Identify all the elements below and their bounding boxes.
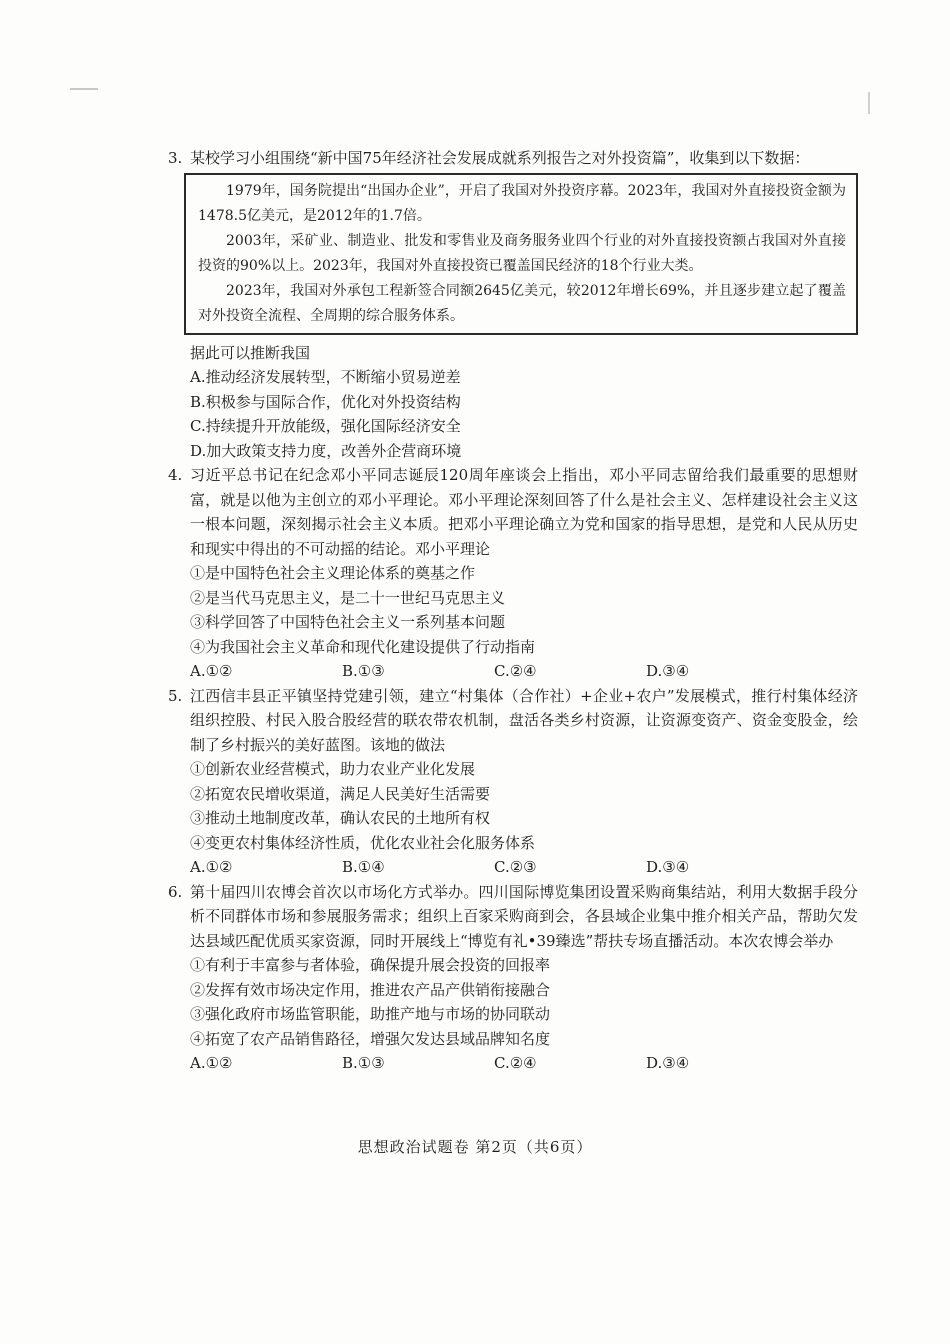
question-3 bbox=[168, 146, 858, 463]
answer-choices bbox=[168, 855, 858, 880]
option-b: B.积极参与国际合作，优化对外投资结构 bbox=[190, 392, 461, 411]
choice-a: A.①② bbox=[190, 858, 233, 876]
choice-b: B.①③ bbox=[342, 1054, 385, 1072]
option-d: D.加大政策支持力度，改善外企营商环境 bbox=[190, 441, 462, 460]
statement-item: ②是当代马克思主义，是二十一世纪马克思主义 bbox=[190, 588, 506, 607]
statement-item: ②拓宽农民增收渠道，满足人民美好生活需要 bbox=[190, 784, 491, 803]
question-6 bbox=[168, 880, 858, 1076]
question-4 bbox=[168, 463, 858, 684]
choice-b: B.①③ bbox=[342, 662, 385, 680]
page-footer: 思想政治试题卷 第2页（共6页） bbox=[357, 1138, 593, 1156]
material-box bbox=[184, 173, 858, 335]
question-stem bbox=[168, 463, 858, 561]
statement-item: ①是中国特色社会主义理论体系的奠基之作 bbox=[190, 564, 476, 582]
choice-d: D.③④ bbox=[646, 858, 690, 876]
question-number: 3. bbox=[168, 149, 183, 167]
statement-item: ①创新农业经营模式，助力农业产业化发展 bbox=[190, 760, 476, 778]
statement-item: ③强化政府市场监管职能，助推产地与市场的协同联动 bbox=[190, 1005, 551, 1023]
choice-c: C.②③ bbox=[494, 858, 537, 876]
question-number: 6. bbox=[168, 882, 183, 901]
choice-b: B.①④ bbox=[342, 858, 385, 876]
question-prompt: 据此可以推断我国 bbox=[190, 343, 311, 362]
question-5 bbox=[168, 684, 858, 880]
scan-mark bbox=[868, 92, 870, 114]
question-text: 第十届四川农博会首次以市场化方式举办。四川国际博览集团设置采购商集结站，利用大数据手段分析不同群体市场和参展服务需求；组织上百家采购商到会，各县域企业集中推介相关产品，帮助欠发达县域匹配优质买家资源，同时开展线上“博览有礼•39臻选”帮扶专场直播活动。本次农博会举办 bbox=[190, 882, 858, 950]
statement-item: ④为我国社会主义革命和现代化建设提供了行动指南 bbox=[190, 637, 536, 656]
choice-c: C.②④ bbox=[494, 1054, 537, 1072]
statement-item: ③推动土地制度改革，确认农民的土地所有权 bbox=[190, 809, 491, 827]
scan-mark bbox=[70, 88, 98, 90]
answer-choices bbox=[168, 659, 858, 684]
question-stem bbox=[168, 684, 858, 758]
material-paragraph: 1979年，国务院提出“出国办企业”，开启了我国对外投资序幕。2023年，我国对外直接投资金额为1478.5亿美元，是2012年的1.7倍。 bbox=[198, 182, 846, 224]
question-text: 江西信丰县正平镇坚持党建引领，建立“村集体（合作社）+企业+农户”发展模式，推行村集体经济组织控股、村民入股合股经营的联农带农机制，盘活各类乡村资源，让资源变资产、资金变股金，绘制了乡村振兴的美好蓝图。该地的做法 bbox=[190, 686, 858, 754]
choice-d: D.③④ bbox=[646, 1054, 690, 1072]
question-list bbox=[168, 146, 858, 1076]
answer-choices bbox=[168, 1051, 858, 1076]
question-stem bbox=[168, 146, 858, 171]
statement-item: ②发挥有效市场决定作用，推进农产品产供销衔接融合 bbox=[190, 980, 551, 999]
material-paragraph: 2003年，采矿业、制造业、批发和零售业及商务服务业四个行业的对外直接投资额占我国对外直接投资的90%以上。2023年，我国对外直接投资已覆盖国民经济的18个行业大类。 bbox=[198, 232, 846, 274]
choice-a: A.①② bbox=[190, 1054, 233, 1072]
choice-d: D.③④ bbox=[646, 662, 690, 680]
statement-item: ③科学回答了中国特色社会主义一系列基本问题 bbox=[190, 613, 506, 631]
choice-c: C.②④ bbox=[494, 662, 537, 680]
choice-a: A.①② bbox=[190, 662, 233, 680]
statement-item: ④拓宽了农产品销售路径，增强欠发达县域品牌知名度 bbox=[190, 1029, 551, 1048]
question-stem bbox=[168, 880, 858, 954]
option-a: A.推动经济发展转型，不断缩小贸易逆差 bbox=[190, 368, 461, 386]
statement-item: ④变更农村集体经济性质，优化农业社会化服务体系 bbox=[190, 833, 536, 852]
question-text: 某校学习小组围绕“新中国75年经济社会发展成就系列报告之对外投资篇”，收集到以下数据： bbox=[190, 149, 810, 167]
option-c: C.持续提升开放能级，强化国际经济安全 bbox=[190, 417, 461, 435]
question-text: 习近平总书记在纪念邓小平同志诞辰120周年座谈会上指出，邓小平同志留给我们最重要的思想财富，就是以他为主创立的邓小平理论。邓小平理论深刻回答了什么是社会主义、怎样建设社会主义这一根本问题，深刻揭示社会主义本质。把邓小平理论确立为党和国家的指导思想，是党和人民从历史和现实中得出的不可动摇的结论。邓小平理论 bbox=[190, 466, 858, 558]
question-number: 4. bbox=[168, 466, 183, 484]
question-number: 5. bbox=[168, 686, 183, 705]
statement-item: ①有利于丰富参与者体验，确保提升展会投资的回报率 bbox=[190, 956, 551, 974]
material-paragraph: 2023年，我国对外承包工程新签合同额2645亿美元，较2012年增长69%，并且逐步建立起了覆盖对外投资全流程、全周期的综合服务体系。 bbox=[198, 282, 846, 324]
